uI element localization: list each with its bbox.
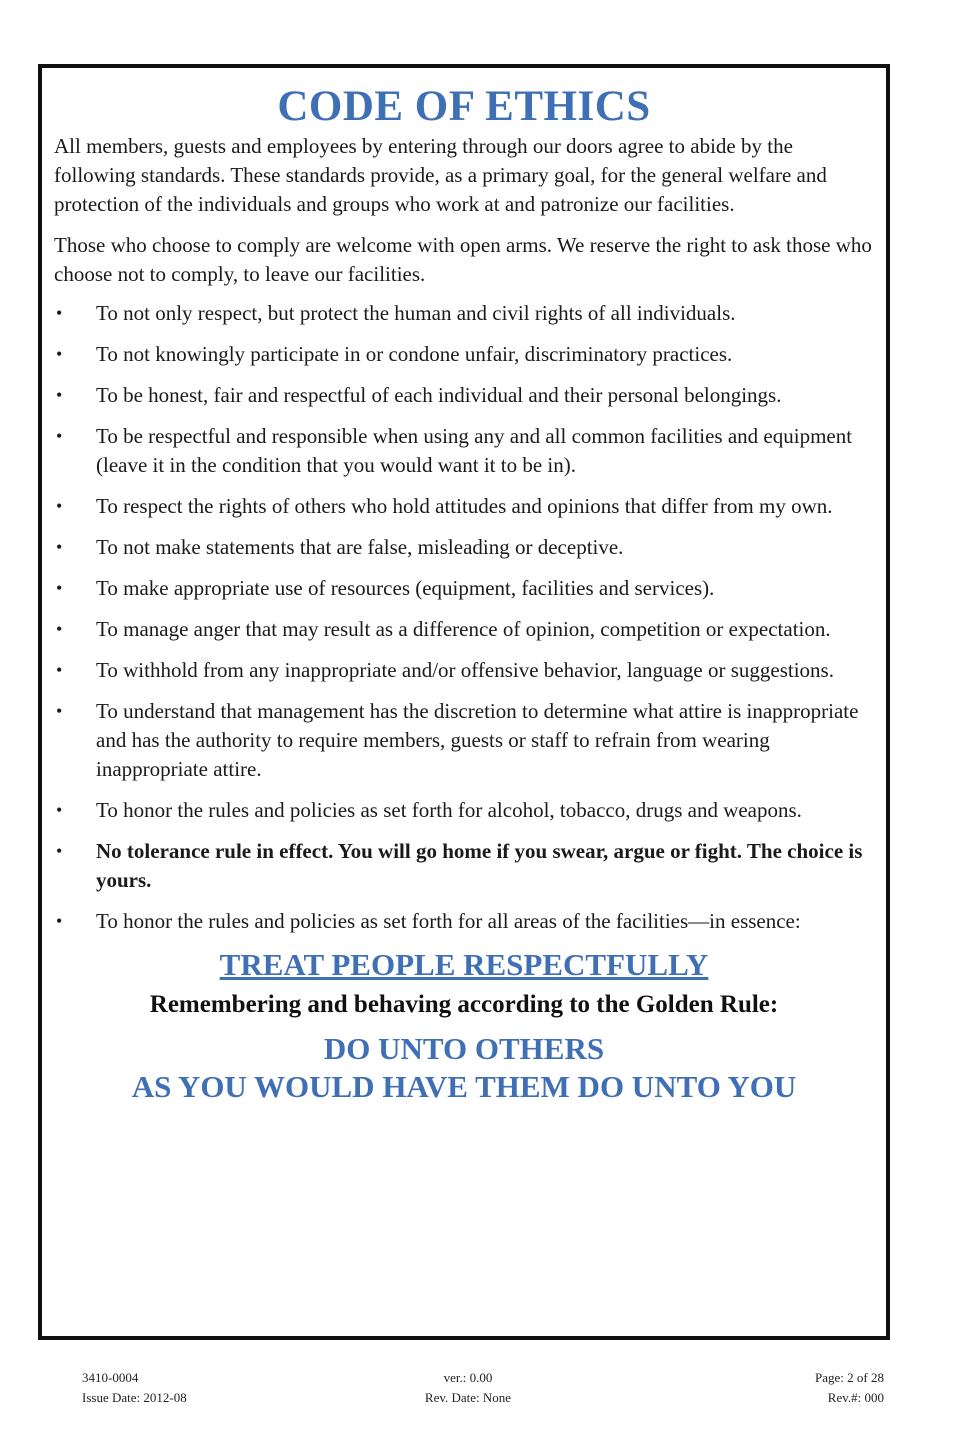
list-item bbox=[54, 615, 874, 644]
list-item bbox=[54, 381, 874, 410]
no-tolerance-rule-text: No tolerance rule in effect. You will go home if you swear, argue or fight. The choice is yours. bbox=[96, 839, 863, 892]
list-item bbox=[54, 533, 874, 562]
rule-text: To manage anger that may result as a difference of opinion, competition or expectation. bbox=[96, 617, 831, 641]
golden-rule-line: Remembering and behaving according to the Golden Rule: bbox=[149, 991, 779, 1018]
bullet-icon: • bbox=[56, 426, 63, 446]
code-of-ethics-frame bbox=[38, 64, 890, 1340]
bullet-icon: • bbox=[56, 496, 63, 516]
as-you-would-line: AS YOU WOULD HAVE THEM DO UNTO YOU bbox=[131, 1069, 797, 1104]
list-item bbox=[54, 299, 874, 328]
bullet-icon: • bbox=[56, 619, 63, 639]
list-item bbox=[54, 340, 874, 369]
issue-date: Issue Date: 2012-08 bbox=[82, 1390, 187, 1405]
rule-text: To make appropriate use of resources (equipment, facilities and services). bbox=[96, 576, 715, 600]
list-item bbox=[54, 492, 874, 521]
bullet-icon: • bbox=[56, 537, 63, 557]
intro-paragraph: All members, guests and employees by entering through our doors agree to abide by the following standards. These standards provide, as a primary goal, for the general welfare and protection of the individuals and groups who work at and patronize our facilities. bbox=[54, 134, 827, 216]
list-item bbox=[54, 837, 874, 895]
rule-text: To honor the rules and policies as set forth for alcohol, tobacco, drugs and weapons. bbox=[96, 798, 802, 822]
footer-left bbox=[82, 1368, 187, 1408]
bullet-icon: • bbox=[56, 660, 63, 680]
list-item bbox=[54, 796, 874, 825]
rules-list bbox=[54, 299, 874, 936]
compliance-paragraph: Those who choose to comply are welcome with open arms. We reserve the right to ask those who choose not to comply, to leave our facilities. bbox=[54, 233, 872, 286]
list-item bbox=[54, 656, 874, 685]
rule-text: To not make statements that are false, misleading or deceptive. bbox=[96, 535, 624, 559]
revision-number: Rev.#: 000 bbox=[827, 1390, 884, 1405]
revision-date: Rev. Date: None bbox=[424, 1390, 512, 1405]
page-title: CODE OF ETHICS bbox=[277, 83, 651, 130]
rule-text: To respect the rights of others who hold attitudes and opinions that differ from my own. bbox=[96, 494, 833, 518]
list-item bbox=[54, 574, 874, 603]
rule-text: To be honest, fair and respectful of each individual and their personal belongings. bbox=[96, 383, 782, 407]
page-footer bbox=[0, 1368, 960, 1412]
bullet-icon: • bbox=[56, 841, 63, 861]
bullet-icon: • bbox=[56, 303, 63, 323]
bullet-icon: • bbox=[56, 578, 63, 598]
bullet-icon: • bbox=[56, 344, 63, 364]
footer-right bbox=[815, 1368, 884, 1408]
rule-text: To honor the rules and policies as set forth for all areas of the facilities—in essence: bbox=[96, 909, 801, 933]
page-number: Page: 2 of 28 bbox=[815, 1370, 884, 1385]
rule-text: To not only respect, but protect the human and civil rights of all individuals. bbox=[96, 301, 736, 325]
list-item bbox=[54, 697, 874, 784]
bullet-icon: • bbox=[56, 911, 63, 931]
doc-number: 3410-0004 bbox=[82, 1370, 139, 1385]
list-item bbox=[54, 422, 874, 480]
list-item bbox=[54, 907, 874, 936]
bullet-icon: • bbox=[56, 701, 63, 721]
rule-text: To understand that management has the discretion to determine what attire is inappropriate and has the authority to require members, guests or staff to refrain from wearing inappropriate attire. bbox=[96, 699, 859, 781]
rule-text: To be respectful and responsible when using any and all common facilities and equipment (leave it in the condition that you would want it to be in). bbox=[96, 424, 853, 477]
version: ver.: 0.00 bbox=[443, 1370, 493, 1385]
bullet-icon: • bbox=[56, 385, 63, 405]
treat-people-respectfully-heading: TREAT PEOPLE RESPECTFULLY bbox=[219, 947, 709, 982]
bullet-icon: • bbox=[56, 800, 63, 820]
footer-center bbox=[398, 1368, 538, 1408]
do-unto-others-line: DO UNTO OTHERS bbox=[323, 1031, 605, 1066]
rule-text: To withhold from any inappropriate and/or offensive behavior, language or suggestions. bbox=[96, 658, 834, 682]
rule-text: To not knowingly participate in or condone unfair, discriminatory practices. bbox=[96, 342, 733, 366]
